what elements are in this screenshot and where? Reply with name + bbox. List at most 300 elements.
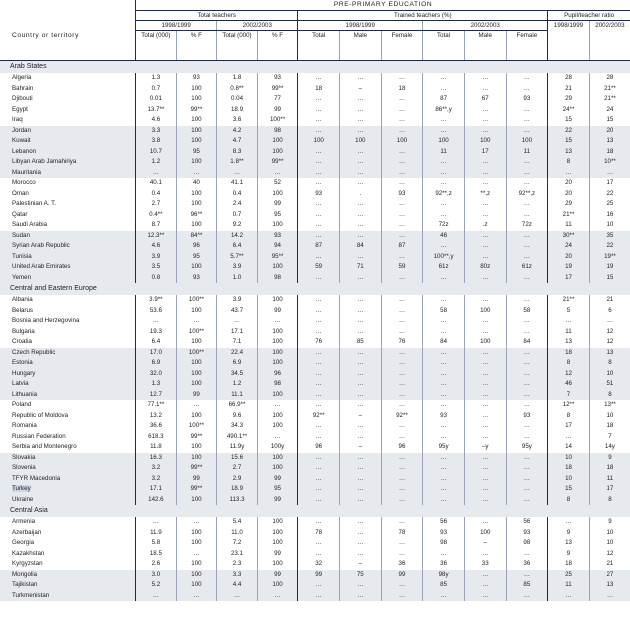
section-header: Arab States	[0, 61, 630, 74]
table-cell: 1.8**	[217, 157, 258, 168]
table-row	[0, 421, 630, 432]
table-cell: 99	[257, 474, 298, 485]
country-name: Bahrain	[12, 84, 34, 92]
table-cell: .z	[464, 220, 506, 231]
table-cell: …	[298, 358, 340, 369]
table-cell: 20	[548, 178, 590, 189]
table-cell: …	[381, 484, 423, 495]
table-cell: …	[423, 358, 465, 369]
col-total-000: Total (000)	[217, 31, 258, 61]
table-cell: 96	[381, 442, 423, 453]
table-cell: …	[506, 432, 548, 443]
table-cell: 35	[589, 231, 630, 242]
section-header: Central Asia	[0, 505, 630, 517]
table-cell: 618.3	[136, 432, 177, 443]
table-cell: 21	[589, 295, 630, 306]
table-cell: 3.3	[136, 126, 177, 137]
table-cell: …	[381, 463, 423, 474]
table-cell: 100	[339, 136, 381, 147]
table-cell: …	[339, 306, 381, 317]
table-cell: 99	[257, 105, 298, 116]
table-cell: …	[464, 390, 506, 401]
table-cell: …	[464, 231, 506, 242]
table-cell: …	[506, 84, 548, 95]
table-cell: 100**	[176, 421, 217, 432]
table-cell: …	[339, 94, 381, 105]
country-name: Georgia	[12, 539, 35, 546]
table-cell: …	[298, 474, 340, 485]
table-cell: 61z	[506, 262, 548, 273]
table-cell: …	[464, 549, 506, 560]
table-cell: 33	[464, 559, 506, 570]
table-row	[0, 442, 630, 453]
table-cell: 4.6	[136, 115, 177, 126]
table-cell: …	[381, 549, 423, 560]
table-cell: 13	[548, 337, 590, 348]
table-cell: …	[381, 115, 423, 126]
table-cell: …	[464, 484, 506, 495]
table-cell: …	[339, 316, 381, 327]
table-row	[0, 189, 630, 200]
table-cell: 41.1	[217, 178, 258, 189]
table-cell: 100	[176, 358, 217, 369]
table-cell: 93	[176, 273, 217, 284]
table-row	[0, 538, 630, 549]
table-cell: …	[423, 591, 465, 602]
table-cell: 100**	[257, 115, 298, 126]
table-row	[0, 517, 630, 528]
table-cell: …	[548, 591, 590, 602]
table-cell: 56	[506, 517, 548, 528]
col-male: Male	[339, 31, 381, 61]
table-cell: 100	[257, 559, 298, 570]
table-cell: 96	[257, 369, 298, 380]
table-cell: 56	[423, 517, 465, 528]
table-cell: 11.9	[136, 528, 177, 539]
table-cell: …	[506, 115, 548, 126]
table-cell: 5.8	[136, 538, 177, 549]
table-cell: 18	[589, 421, 630, 432]
table-cell: 3.6	[217, 115, 258, 126]
table-cell: 11	[589, 474, 630, 485]
table-cell: 8	[548, 157, 590, 168]
table-cell: 3.8	[136, 136, 177, 147]
table-cell: …	[464, 327, 506, 338]
table-cell: 8	[589, 358, 630, 369]
table-cell: 2.7	[136, 199, 177, 210]
country-name: United Arab Emirates	[0, 262, 136, 273]
table-cell: 100	[257, 348, 298, 359]
country-name: Republic of Moldova	[12, 411, 69, 419]
table-cell: …	[339, 517, 381, 528]
table-cell: …	[423, 115, 465, 126]
table-cell: 14	[548, 442, 590, 453]
table-row	[0, 348, 630, 359]
table-cell: 72z	[423, 220, 465, 231]
table-cell: 18	[589, 147, 630, 158]
table-cell: 100**	[176, 295, 217, 306]
table-cell: …	[217, 168, 258, 179]
table-cell: 29	[548, 199, 590, 210]
table-cell: 93	[257, 73, 298, 84]
table-row	[0, 327, 630, 338]
table-cell: …	[339, 73, 381, 84]
table-cell: 93	[381, 189, 423, 200]
table-cell: 3.9	[136, 252, 177, 263]
table-cell: 100	[257, 189, 298, 200]
table-cell: 22.4	[217, 348, 258, 359]
table-cell: 9.6	[217, 411, 258, 422]
country-name: Djibouti	[12, 95, 33, 102]
table-cell: 3.9	[217, 295, 258, 306]
table-cell: 5.2	[136, 580, 177, 591]
table-cell: 27	[589, 570, 630, 581]
table-cell: …	[339, 421, 381, 432]
table-cell: 99	[176, 390, 217, 401]
table-row	[0, 474, 630, 485]
table-cell: …	[298, 495, 340, 506]
table-cell: 18	[589, 463, 630, 474]
country-name: Hungary	[0, 369, 136, 380]
table-cell: …	[339, 538, 381, 549]
table-cell: …	[298, 105, 340, 116]
table-cell: 10	[589, 528, 630, 539]
table-cell: 100	[257, 327, 298, 338]
table-cell: 99**	[176, 432, 217, 443]
table-cell: …	[381, 348, 423, 359]
table-cell: …	[464, 273, 506, 284]
country-name: Egypt	[12, 105, 28, 113]
country-name: Tunisia	[0, 252, 136, 263]
country-name: Slovenia	[0, 463, 136, 474]
table-cell: 100	[257, 538, 298, 549]
table-cell: …	[464, 241, 506, 252]
table-cell: 24	[548, 241, 590, 252]
table-cell: 22	[589, 189, 630, 200]
table-row	[0, 369, 630, 380]
table-cell: 100	[298, 136, 340, 147]
table-row	[0, 463, 630, 474]
year-header: 2002/2003	[423, 21, 548, 31]
table-cell: 100y	[257, 442, 298, 453]
table-cell: …	[423, 390, 465, 401]
table-row	[0, 316, 630, 327]
table-cell: 13.7**	[136, 105, 177, 116]
table-cell: 10	[589, 220, 630, 231]
col-total-000: Total (000)	[136, 31, 177, 61]
table-cell: …	[257, 432, 298, 443]
table-row	[0, 210, 630, 221]
table-cell: 34.5	[217, 369, 258, 380]
country-name: Saudi Arabia	[12, 221, 48, 228]
table-cell: …	[506, 199, 548, 210]
table-row	[0, 199, 630, 210]
table-cell: 99	[257, 199, 298, 210]
table-row	[0, 84, 630, 95]
table-cell: …	[589, 316, 630, 327]
table-cell: 21**	[589, 94, 630, 105]
table-cell: 3.5	[136, 262, 177, 273]
table-cell: 0.4**	[136, 210, 177, 221]
country-name: Belarus	[12, 306, 33, 314]
table-cell: …	[298, 379, 340, 390]
table-cell: 95	[257, 484, 298, 495]
table-cell: …	[298, 369, 340, 380]
table-row	[0, 400, 630, 411]
country-name: Kuwait	[0, 136, 136, 147]
table-cell: …	[381, 538, 423, 549]
table-cell: …	[423, 157, 465, 168]
table-cell: 93	[506, 94, 548, 105]
table-cell: 21**	[589, 84, 630, 95]
total-teachers-header: Total teachers	[136, 11, 298, 21]
table-cell: …	[464, 463, 506, 474]
table-cell: …	[381, 421, 423, 432]
table-cell: 6	[589, 306, 630, 317]
table-cell: …	[381, 358, 423, 369]
country-name: Slovakia	[0, 453, 136, 464]
table-cell: 85	[339, 337, 381, 348]
table-cell: 1.8	[217, 73, 258, 84]
table-cell: 67	[464, 94, 506, 105]
table-cell: 95y	[423, 442, 465, 453]
table-cell: 80z	[464, 262, 506, 273]
country-name: Estonia	[0, 358, 136, 369]
table-cell: …	[298, 316, 340, 327]
table-cell: 10.7	[136, 147, 177, 158]
table-cell: 22	[589, 241, 630, 252]
table-cell: 490.1**	[217, 432, 258, 443]
col-female: Female	[381, 31, 423, 61]
table-cell: 99	[176, 474, 217, 485]
table-cell: 11	[548, 220, 590, 231]
table-cell: 84	[423, 337, 465, 348]
table-cell: 96	[298, 442, 340, 453]
table-cell: 100	[176, 580, 217, 591]
table-cell: …	[298, 580, 340, 591]
table-cell: 10	[589, 369, 630, 380]
table-cell: 7.2	[217, 538, 258, 549]
table-cell: 85	[506, 580, 548, 591]
table-cell: 10	[548, 453, 590, 464]
table-cell: 18	[381, 84, 423, 95]
table-title: PRE-PRIMARY EDUCATION	[136, 0, 630, 11]
table-cell: …	[176, 400, 217, 411]
table-row	[0, 432, 630, 443]
table-cell: 18	[548, 348, 590, 359]
table-cell: 0.01	[136, 94, 177, 105]
table-cell: …	[339, 199, 381, 210]
table-cell: 13	[589, 580, 630, 591]
table-cell: 100	[257, 517, 298, 528]
table-cell: 85	[423, 580, 465, 591]
table-cell: 95	[176, 252, 217, 263]
table-cell: …	[464, 73, 506, 84]
table-cell: 0.04	[217, 94, 258, 105]
table-cell: …	[298, 295, 340, 306]
table-cell: 100	[176, 337, 217, 348]
table-cell: 13	[548, 147, 590, 158]
table-cell: 32	[298, 559, 340, 570]
table-row	[0, 570, 630, 581]
table-cell: 4.6	[136, 241, 177, 252]
table-cell: …	[176, 549, 217, 560]
table-cell: …	[423, 168, 465, 179]
table-cell: 0.8**	[217, 84, 258, 95]
table-cell: 100	[176, 126, 217, 137]
table-cell: 100	[257, 421, 298, 432]
table-cell: 9.2	[217, 220, 258, 231]
table-cell: 8.3	[217, 147, 258, 158]
table-cell: 51	[589, 379, 630, 390]
country-name: Romania	[12, 422, 37, 429]
table-cell: 100	[176, 528, 217, 539]
table-row	[0, 295, 630, 306]
table-cell: 1.2	[217, 379, 258, 390]
table-cell: 100	[176, 379, 217, 390]
table-cell: 100	[176, 157, 217, 168]
table-cell: …	[423, 463, 465, 474]
country-name: Lebanon	[0, 147, 136, 158]
table-cell: 8	[548, 358, 590, 369]
table-cell: …	[464, 432, 506, 443]
table-cell: 15	[589, 273, 630, 284]
table-cell: 58	[506, 306, 548, 317]
table-cell: …	[381, 591, 423, 602]
table-cell: …	[506, 549, 548, 560]
table-cell: …	[339, 369, 381, 380]
table-cell: 77	[257, 94, 298, 105]
table-cell: …	[381, 580, 423, 591]
table-cell: 100	[257, 453, 298, 464]
table-cell: 6.4	[217, 241, 258, 252]
table-cell: …	[423, 348, 465, 359]
table-row	[0, 379, 630, 390]
table-cell: …	[423, 178, 465, 189]
table-cell: 0.4	[217, 189, 258, 200]
table-cell: 59	[298, 262, 340, 273]
table-cell: 32.0	[136, 369, 177, 380]
table-cell: 11	[423, 147, 465, 158]
table-row	[0, 168, 630, 179]
country-name: Armenia	[12, 518, 36, 525]
table-cell: …	[464, 495, 506, 506]
table-cell: 93	[176, 73, 217, 84]
table-cell: 34.3	[217, 421, 258, 432]
table-cell: 87	[381, 241, 423, 252]
table-cell: …	[257, 591, 298, 602]
table-cell: 14.2	[217, 231, 258, 242]
country-name: Mauritania	[0, 168, 136, 179]
table-cell: …	[506, 591, 548, 602]
country-name: Iraq	[12, 116, 23, 123]
table-cell: …	[506, 484, 548, 495]
table-cell: 8	[548, 495, 590, 506]
table-row	[0, 528, 630, 539]
table-row	[0, 484, 630, 495]
table-cell: …	[381, 432, 423, 443]
table-cell: 100	[257, 390, 298, 401]
table-cell: 4.4	[217, 580, 258, 591]
table-row	[0, 453, 630, 464]
table-cell: …	[464, 411, 506, 422]
table-cell: 78	[381, 528, 423, 539]
table-cell: …	[339, 348, 381, 359]
table-row	[0, 136, 630, 147]
table-cell: 2.3	[217, 559, 258, 570]
table-cell: 3.2	[136, 474, 177, 485]
table-row	[0, 411, 630, 422]
country-name: Yemen	[0, 273, 136, 284]
table-cell: …	[298, 147, 340, 158]
country-name: Sudan	[0, 231, 136, 242]
table-cell: 77.1**	[136, 400, 177, 411]
table-cell: …	[423, 316, 465, 327]
table-cell: …	[257, 168, 298, 179]
table-cell: 3.3	[217, 570, 258, 581]
table-cell: …	[506, 73, 548, 84]
table-cell: …	[298, 306, 340, 317]
table-cell: 98y	[423, 570, 465, 581]
table-cell: 76	[298, 337, 340, 348]
table-cell: 0.8	[136, 273, 177, 284]
table-cell: 21	[589, 559, 630, 570]
table-cell: 17.1	[136, 484, 177, 495]
table-cell: …	[298, 220, 340, 231]
table-cell: 100	[464, 337, 506, 348]
table-cell: …	[423, 126, 465, 137]
table-cell: 2.4	[217, 199, 258, 210]
table-cell: 93	[423, 528, 465, 539]
table-cell: …	[298, 348, 340, 359]
table-cell: 100	[176, 199, 217, 210]
table-cell: 100	[257, 580, 298, 591]
table-cell: 100	[176, 115, 217, 126]
table-cell: …	[381, 231, 423, 242]
table-cell: 11	[506, 147, 548, 158]
table-cell: 99**	[257, 157, 298, 168]
table-cell: …	[381, 73, 423, 84]
table-cell: 20	[548, 189, 590, 200]
table-cell: 18.9	[217, 484, 258, 495]
table-cell: 96	[176, 241, 217, 252]
table-cell: 10	[589, 538, 630, 549]
table-cell: 71	[339, 262, 381, 273]
table-cell: 100	[176, 84, 217, 95]
country-name: TFYR Macedonia	[0, 474, 136, 485]
table-cell: 100	[257, 411, 298, 422]
table-cell: …	[381, 316, 423, 327]
table-row	[0, 549, 630, 560]
country-name: Kazakhstan	[12, 549, 45, 557]
table-cell: …	[464, 115, 506, 126]
table-cell: …	[381, 495, 423, 506]
table-cell: 72z	[506, 220, 548, 231]
table-cell: …	[257, 316, 298, 327]
table-cell: 40	[176, 178, 217, 189]
table-cell: 17	[589, 484, 630, 495]
table-cell: 142.6	[136, 495, 177, 506]
table-cell: 15.6	[217, 453, 258, 464]
table-cell: 95y	[506, 442, 548, 453]
table-cell: …	[298, 115, 340, 126]
table-row	[0, 580, 630, 591]
table-cell: –	[339, 411, 381, 422]
table-cell: …	[506, 241, 548, 252]
country-name: Bulgaria	[12, 327, 35, 335]
table-cell: …	[298, 400, 340, 411]
table-cell: …	[423, 474, 465, 485]
